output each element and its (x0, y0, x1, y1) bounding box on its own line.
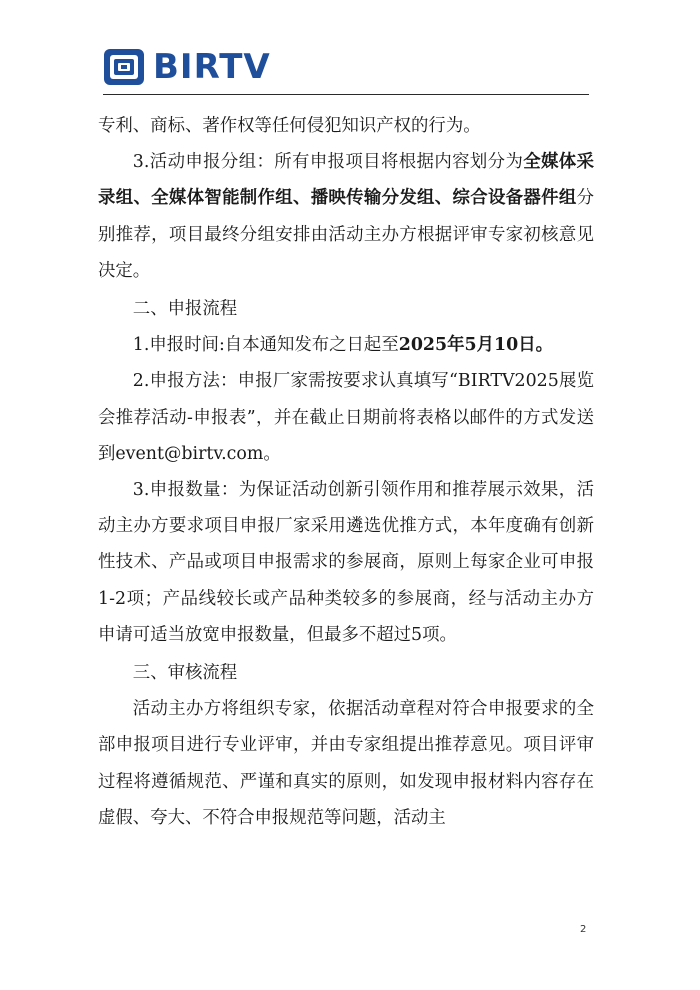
letterhead (103, 44, 589, 94)
deadline-date-bold: 2025年5月10日。 (398, 335, 553, 356)
paragraph-quantity (98, 472, 594, 653)
birtv-logo-icon (103, 48, 145, 86)
section-heading-application-process: 二、申报流程 (132, 299, 238, 320)
logo-wordmark: BIRTV (153, 47, 271, 87)
paragraph-text: 专利、商标、著作权等任何侵犯知识产权的行为。 (98, 116, 481, 136)
paragraph-text: 分别推荐，项目最终分组安排由活动主办方根据评审专家初核意见决定。 (98, 188, 594, 281)
section-heading-review-process: 三、审核流程 (132, 663, 238, 684)
document-body (98, 108, 594, 836)
page-number: 2 (580, 924, 587, 935)
paragraph-grouping (98, 144, 594, 289)
paragraph-text: 3.申报数量：为保证活动创新引领作用和推荐展示效果，活动主办方要求项目申报厂家采用遴选优推方式，本年度确有创新性技术、产品或项目申报需求的参展商，原则上每家企业可申报1-2项；产品线较长或产品种类较多的参展商，经与活动主办方申请可适当放宽申报数量，但最多不超过5项。 (98, 480, 594, 645)
paragraph-deadline (98, 327, 594, 363)
paragraph-text: 1.申报时间:自本通知发布之日起至 (132, 335, 399, 356)
group-names-bold: 全媒体采录组、全媒体智能制作组、播映传输分发组、综合设备器件组 (98, 152, 594, 209)
paragraph-text: 2.申报方法：申报厂家需按要求认真填写“BIRTV2025展览会推荐活动-申报表”，并在截止日期前将表格以邮件的方式发送到event@birtv.com。 (98, 371, 594, 464)
paragraph-method (98, 363, 594, 472)
paragraph-continuation (98, 108, 594, 144)
header-divider (103, 94, 589, 95)
paragraph-review (98, 691, 594, 836)
paragraph-text: 3.活动申报分组：所有申报项目将根据内容划分为 (132, 152, 524, 173)
paragraph-text: 活动主办方将组织专家，依据活动章程对符合申报要求的全部申报项目进行专业评审，并由专家组提出推荐意见。项目评审过程将遵循规范、严谨和真实的原则，如发现申报材料内容存在虚假、夸大、不符合申报规范等问题，活动主 (98, 699, 594, 828)
